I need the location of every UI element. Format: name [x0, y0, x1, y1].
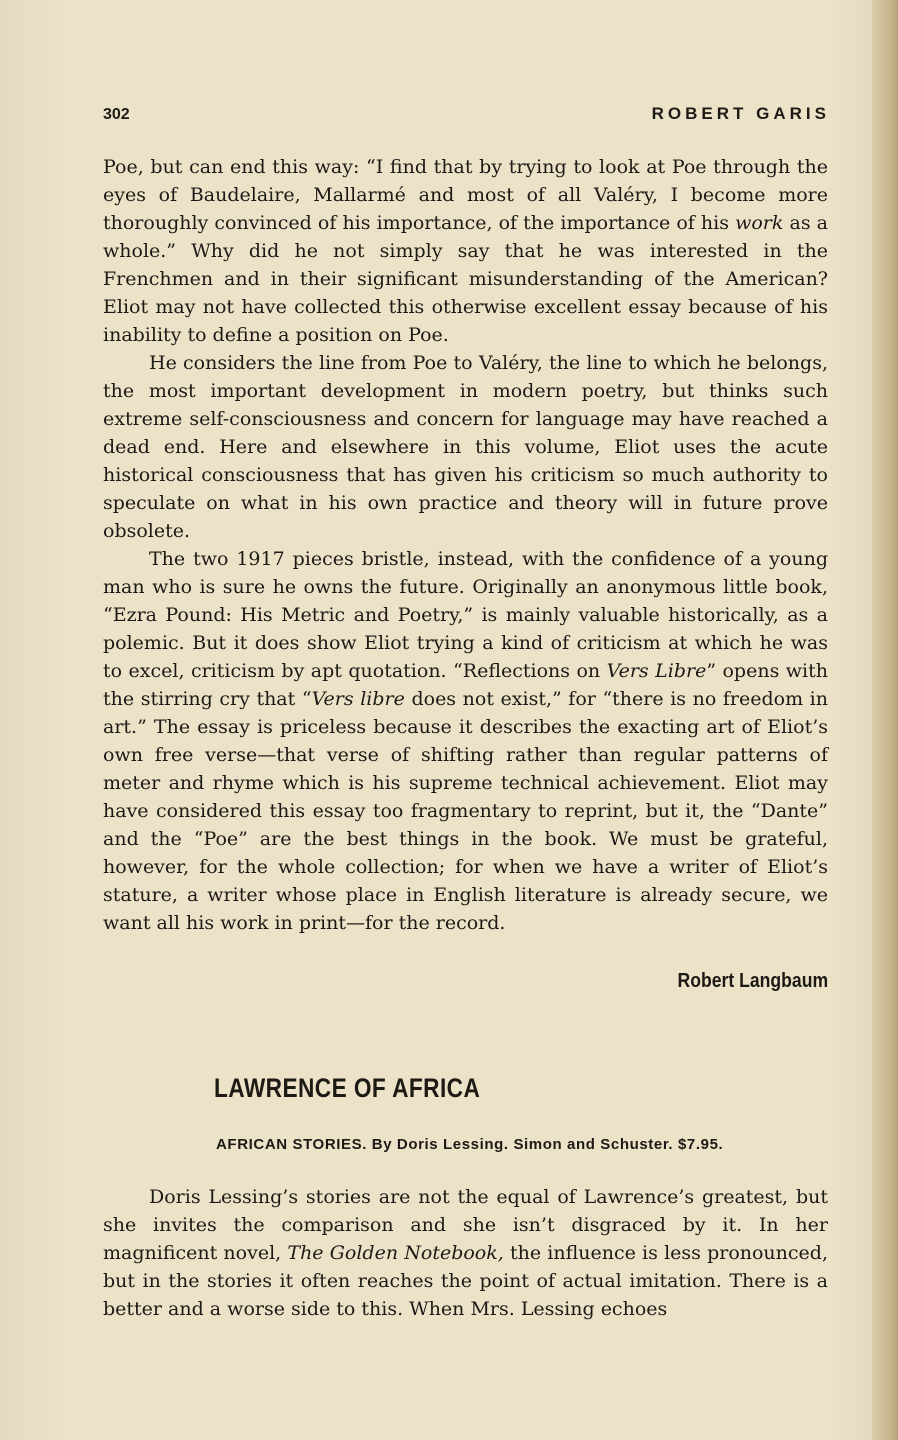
page-number: 302 — [103, 106, 130, 123]
reviewer-signature: Robert Langbaum — [677, 970, 828, 992]
text-run: The two 1917 pieces bristle, instead, with the confidence of a young man who is sure he owns the future. Originally an anonymous little book, “Ezra Pound: His Metric and Poetry,” is mainly valuable historically, as a polemic. But it does show Eliot trying a kind of criticism at which he was to excel, criticism by apt quotation. “Reflections on — [103, 548, 828, 682]
review-body-2 — [103, 1183, 828, 1323]
page-header — [103, 102, 830, 130]
text-run: does not exist,” for “there is no freedom in art.” The essay is priceless because it describes the exacting art of Eliot’s own free verse—that verse of shifting rather than regular patterns of meter and rhyme which is his supreme technical achievement. Eliot may have considered this essay too fragmentary to reprint, but it, the “Dante” and the “Poe” are the best things in the book. We must be grateful, however, for the whole collection; for when we have a writer of Eliot’s stature, a writer whose place in English literature is already secure, we want all his work in print—for the record. — [103, 688, 828, 934]
text-run: Doris Lessing’s stories are not the equal of Lawrence’s greatest, but she invites the comparison and she isn’t disgraced by it. In her magnificent novel, — [103, 1186, 828, 1264]
paragraph — [103, 545, 828, 937]
section-title: LAWRENCE OF AFRICA — [214, 1073, 481, 1103]
italic-run: Vers libre — [311, 688, 405, 710]
paragraph — [103, 1183, 828, 1323]
book-citation: AFRICAN STORIES. By Doris Lessing. Simon and Schuster. $7.95. — [216, 1136, 724, 1153]
text-run: Poe, but can end this way: “I find that by trying to look at Poe through the eyes of Baudelaire, Mallarmé and most of all Valéry, I become more thoroughly convinced of his importance, of the importance of his — [103, 156, 828, 234]
text-run: He considers the line from Poe to Valéry, the line to which he belongs, the most important development in modern poetry, but thinks such extreme self-consciousness and concern for language may have reached a dead end. Here and elsewhere in this volume, Eliot uses the acute historical consciousness that has given his criticism so much authority to speculate on what in his own practice and theory will in future prove obsolete. — [103, 352, 828, 542]
italic-run: Vers Libre — [606, 660, 707, 682]
running-head: ROBERT GARIS — [651, 104, 830, 123]
text-run: as a whole.” Why did he not simply say that he was interested in the Frenchmen and in their significant misunderstanding of the American? Eliot may not have collected this otherwise excellent essay because of his inability to define a position on Poe. — [103, 212, 828, 346]
page-spine-shadow — [872, 0, 898, 1440]
review-body-1 — [103, 153, 828, 937]
text-run: ” opens with the stirring cry that “ — [103, 660, 828, 710]
italic-run: The Golden Notebook, — [287, 1242, 504, 1264]
paragraph — [103, 349, 828, 545]
italic-run: work — [735, 212, 784, 234]
text-run: the influence is less pronounced, but in the stories it often reaches the point of actual imitation. There is a better and a worse side to this. When Mrs. Lessing echoes — [103, 1242, 828, 1320]
paragraph — [103, 153, 828, 349]
